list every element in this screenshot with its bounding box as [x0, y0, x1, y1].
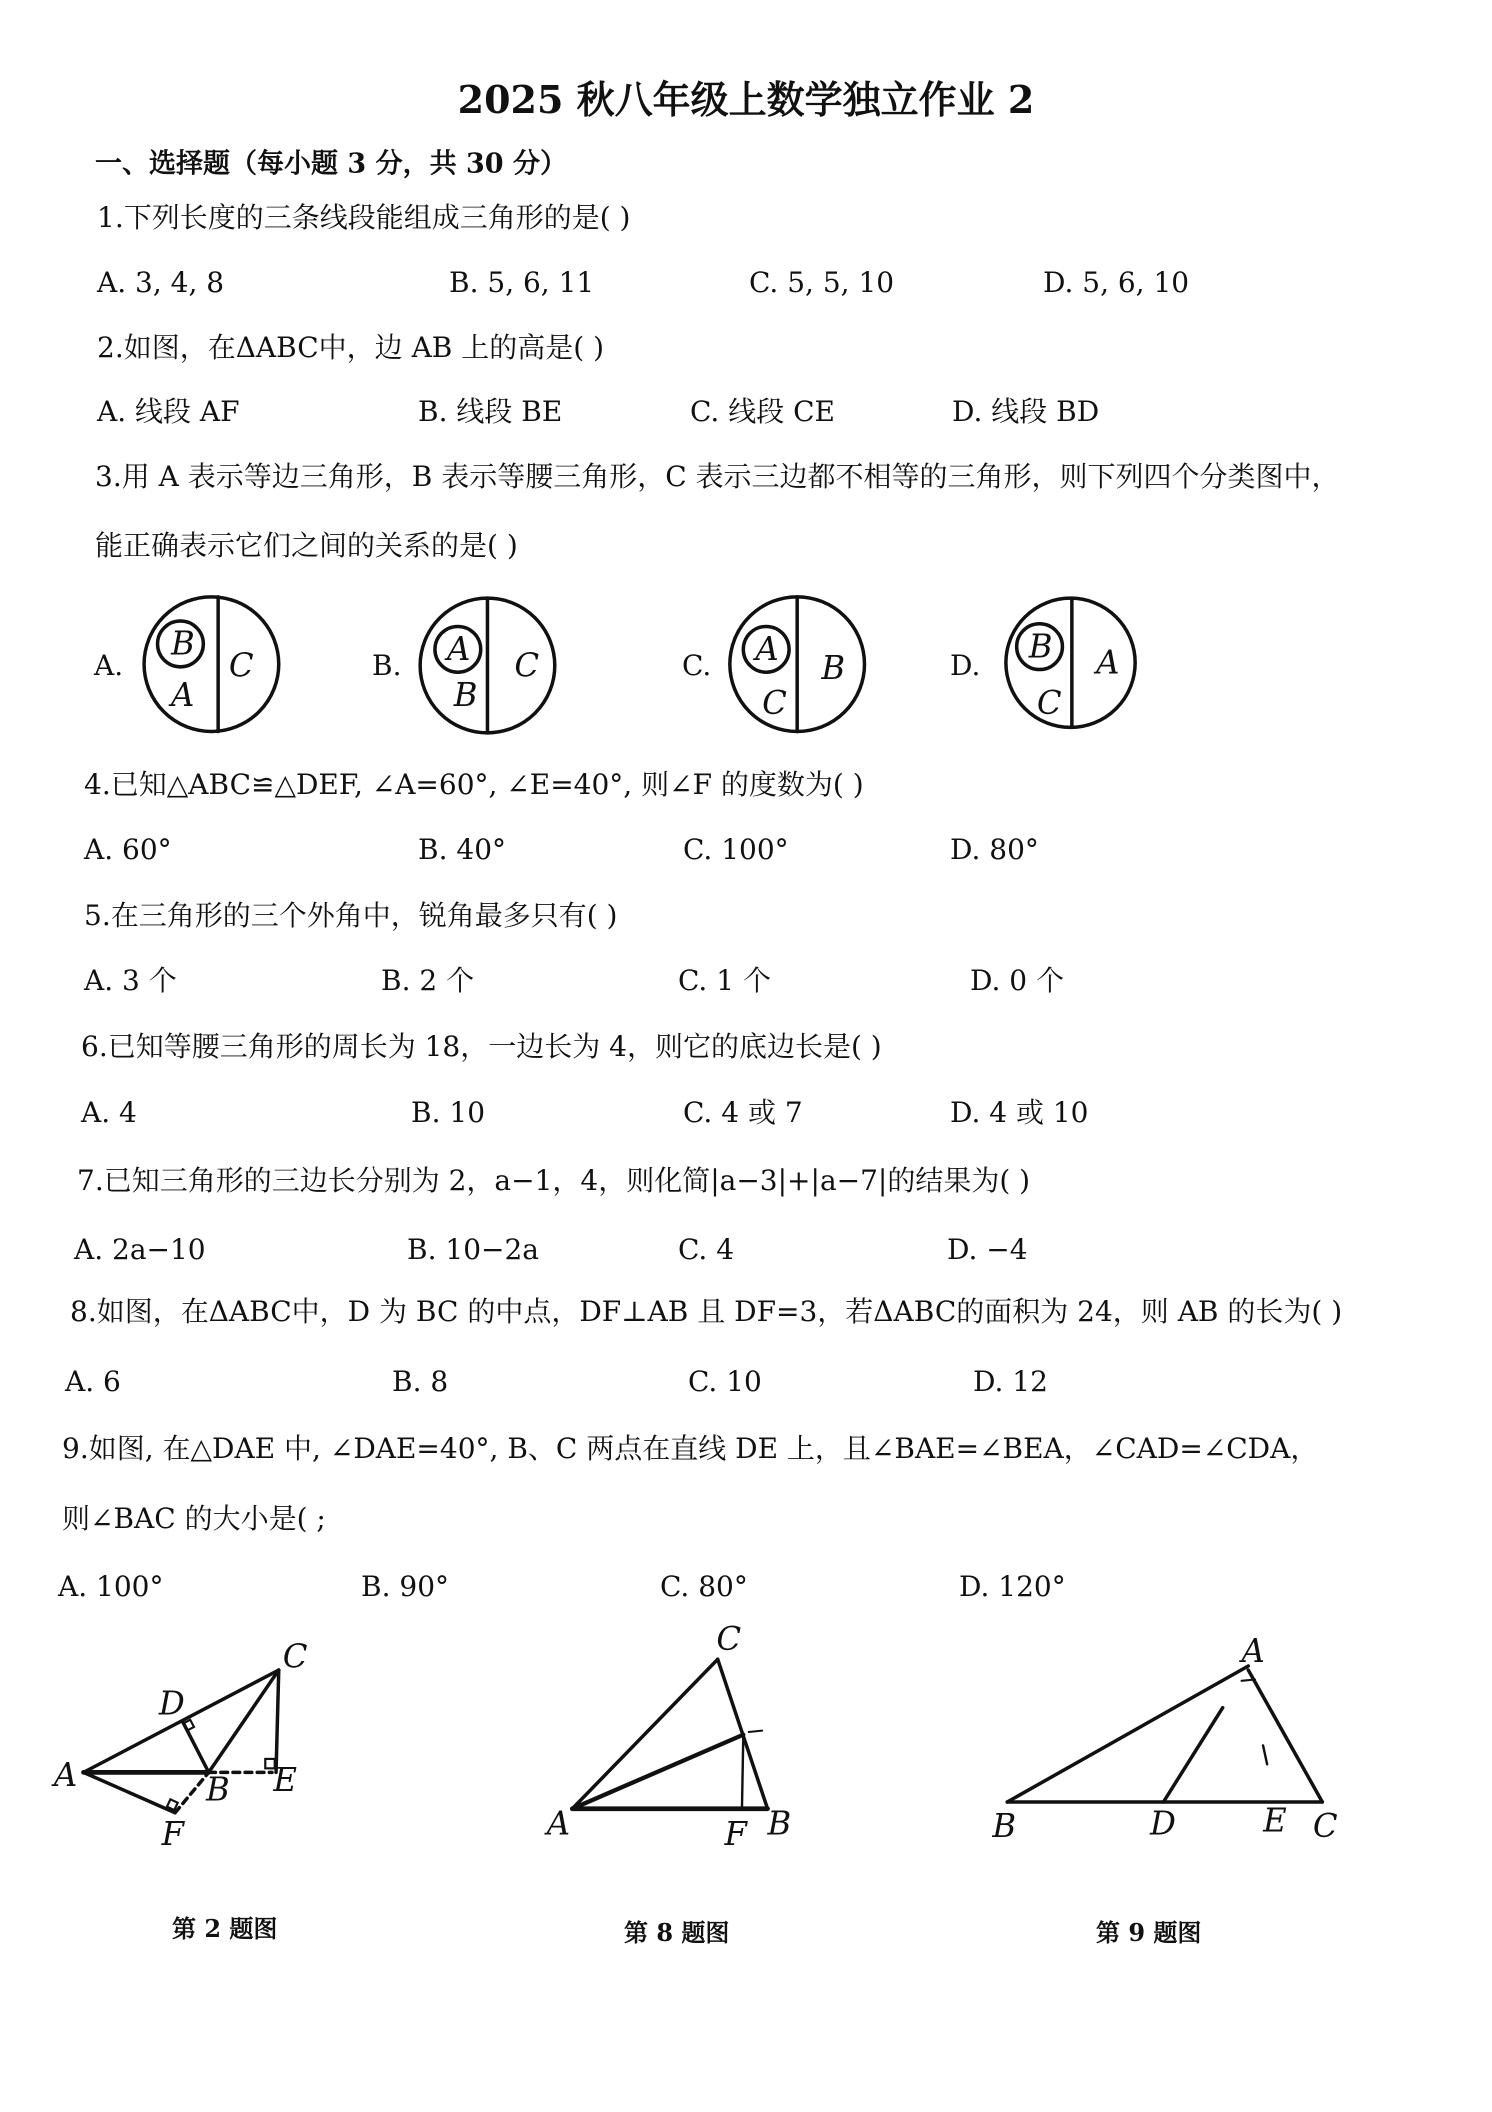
section-heading: 一、选择题（每小题 3 分，共 30 分） [95, 148, 567, 180]
fig9-label-c: C [1312, 1807, 1338, 1846]
q8-option-a: A. 6 [65, 1365, 121, 1398]
page-title: 2025 秋八年级上数学独立作业 2 [457, 77, 1035, 122]
q3d-inner-top: B [1028, 627, 1053, 666]
q6-option-a: A. 4 [81, 1096, 137, 1129]
q7-option-b: B. 10−2a [407, 1233, 539, 1266]
q8-option-b: B. 8 [392, 1365, 449, 1398]
q7-option-d: D. −4 [947, 1233, 1028, 1266]
q6-option-c: C. 4 或 7 [683, 1096, 803, 1129]
question-9: 9.如图, 在△DAE 中, ∠DAE=40°, B、C 两点在直线 DE 上，且∠BAE=∠BEA，∠CAD=∠CDA， [62, 1432, 1319, 1465]
q3c-inner-top: A [755, 630, 779, 669]
q1-option-c: C. 5, 5, 10 [749, 266, 895, 299]
fig2-triangle-diagram [51, 1637, 308, 1853]
question-4: 4.已知△ABC≌△DEF, ∠A=60°, ∠E=40°, 则∠F 的度数为( ) [84, 768, 864, 801]
fig8-label-f: F [724, 1815, 747, 1854]
q4-option-d: D. 80° [950, 833, 1039, 866]
q2-option-b: B. 线段 BE [418, 395, 563, 428]
q2-option-a: A. 线段 AF [97, 395, 240, 428]
fig9-caption: 第 9 题图 [1096, 1918, 1202, 1947]
q1-option-d: D. 5, 6, 10 [1043, 266, 1190, 299]
fig9-label-a: A [1241, 1631, 1265, 1670]
question-2: 2.如图，在ΔABC中，边 AB 上的高是( ) [97, 331, 605, 364]
q3-option-c: C. [682, 649, 712, 682]
q2-option-d: D. 线段 BD [952, 395, 1100, 428]
fig2-caption: 第 2 题图 [172, 1914, 278, 1943]
fig8-label-c: C [716, 1619, 742, 1658]
q3-option-d: D. [950, 649, 981, 682]
question-9-line2: 则∠BAC 的大小是( ; [62, 1502, 326, 1535]
q3a-inner-bottom: A [171, 675, 195, 714]
q3-diagram-c [730, 597, 865, 732]
question-8: 8.如图，在ΔABC中，D 为 BC 的中点，DF⊥AB 且 DF=3，若ΔABC的面积为 24，则 AB 的长为( ) [70, 1295, 1343, 1328]
q8-option-d: D. 12 [973, 1365, 1048, 1398]
fig8-label-a: A [546, 1804, 571, 1843]
q3c-inner-bottom: C [762, 683, 787, 722]
fig2-label-d: D [158, 1684, 185, 1723]
fig2-label-a: A [53, 1755, 78, 1794]
q3b-inner-bottom: B [453, 675, 478, 714]
fig8-label-b: B [767, 1804, 792, 1843]
q6-option-b: B. 10 [411, 1096, 486, 1129]
fig9-label-b: B [992, 1807, 1017, 1846]
fig9-label-e: E [1263, 1801, 1287, 1840]
q6-option-d: D. 4 或 10 [950, 1096, 1089, 1129]
question-1: 1.下列长度的三条线段能组成三角形的是( ) [97, 201, 631, 234]
fig8-caption: 第 8 题图 [624, 1918, 730, 1947]
q1-option-b: B. 5, 6, 11 [449, 266, 595, 299]
q8-option-c: C. 10 [688, 1365, 762, 1398]
q3d-inner-bottom: C [1036, 683, 1062, 722]
fig8-triangle-diagram [544, 1620, 792, 1853]
q2-option-c: C. 线段 CE [690, 395, 835, 428]
fig2-label-f: F [161, 1815, 185, 1854]
question-7: 7.已知三角形的三边长分别为 2，a−1，4，则化简|a−3|+|a−7|的结果为( ) [77, 1164, 1031, 1197]
question-6: 6.已知等腰三角形的周长为 18，一边长为 4，则它的底边长是( ) [81, 1030, 882, 1063]
fig2-label-c: C [282, 1637, 308, 1676]
q5-option-d: D. 0 个 [970, 964, 1064, 997]
q5-option-a: A. 3 个 [84, 964, 177, 997]
q9-option-d: D. 120° [959, 1570, 1066, 1603]
q5-option-b: B. 2 个 [381, 964, 475, 997]
q3-diagram-a [144, 597, 279, 732]
q5-option-c: C. 1 个 [678, 964, 771, 997]
q9-option-c: C. 80° [660, 1570, 748, 1603]
q3b-right: C [514, 646, 540, 685]
q1-option-a: A. 3, 4, 8 [97, 266, 225, 299]
q4-option-b: B. 40° [418, 833, 507, 866]
q3-option-b: B. [372, 649, 402, 682]
q3-option-a: A. [94, 649, 124, 682]
fig2-label-e: E [273, 1761, 297, 1800]
q3b-inner-top: A [447, 630, 471, 669]
q3-diagram-b [420, 598, 555, 733]
q3c-right: B [821, 648, 846, 687]
q3a-right: C [228, 646, 254, 685]
question-3-line2: 能正确表示它们之间的关系的是( ) [95, 529, 518, 562]
fig2-label-b: B [206, 1770, 230, 1809]
q9-option-a: A. 100° [58, 1570, 164, 1603]
fig9-label-d: D [1149, 1804, 1176, 1843]
q4-option-a: A. 60° [84, 833, 172, 866]
q9-option-b: B. 90° [361, 1570, 450, 1603]
q3-diagram-d [1006, 598, 1135, 727]
fig9-triangle-diagram [991, 1632, 1337, 1845]
q3a-inner-top: B [171, 624, 195, 663]
q4-option-c: C. 100° [683, 833, 789, 866]
q3d-right: A [1096, 643, 1120, 682]
q7-option-a: A. 2a−10 [74, 1233, 206, 1266]
question-5: 5.在三角形的三个外角中，锐角最多只有( ) [84, 899, 618, 932]
question-3: 3.用 A 表示等边三角形，B 表示等腰三角形，C 表示三边都不相等的三角形，则下列四个分类图中， [95, 460, 1340, 493]
q7-option-c: C. 4 [678, 1233, 735, 1266]
